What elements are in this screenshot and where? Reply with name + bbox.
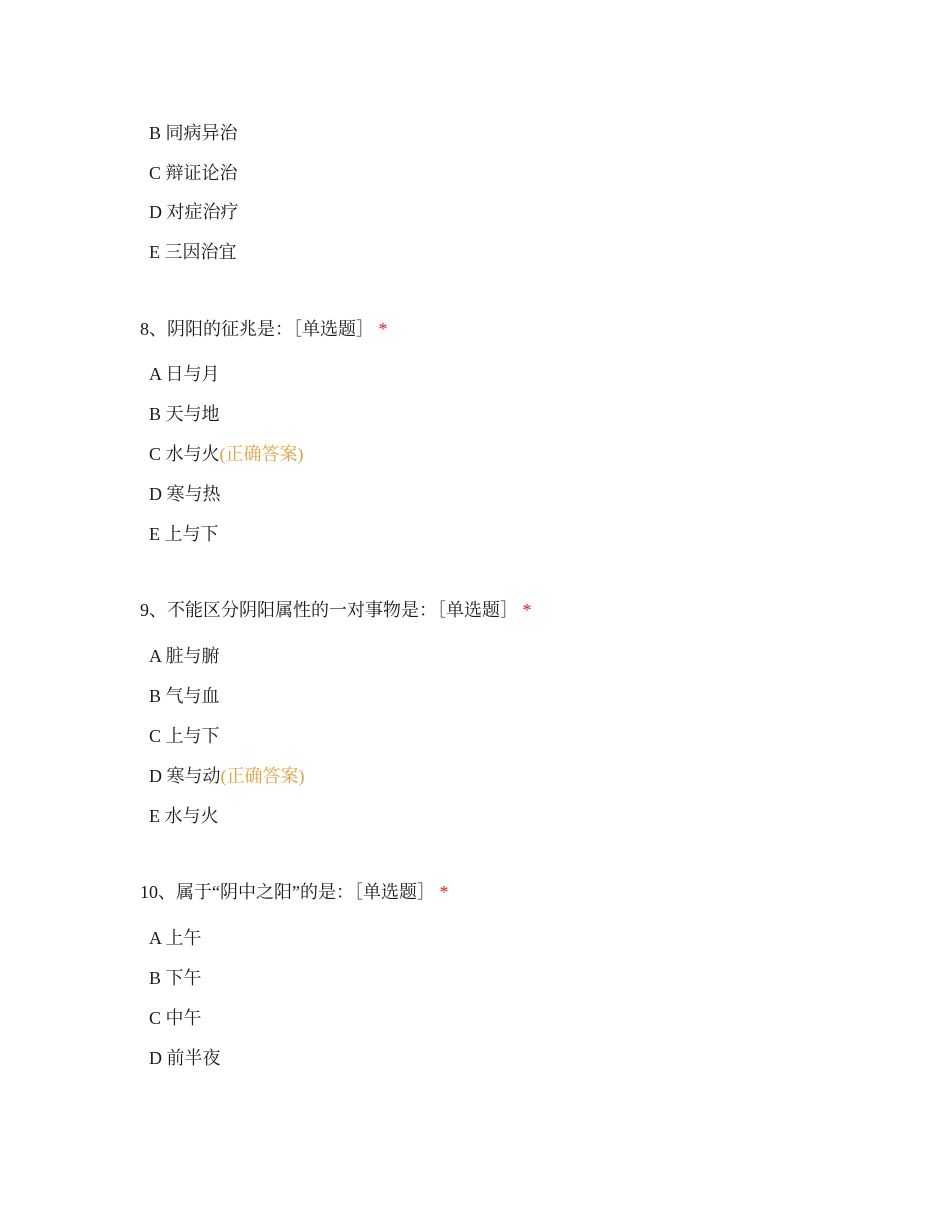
option-text: 辩证论治: [165, 163, 238, 183]
option-prev-e: [149, 240, 237, 264]
option-letter: A: [149, 364, 162, 384]
question-text: 8、阴阳的征兆是：［单选题］: [140, 319, 374, 339]
option-text: 水与火: [165, 444, 220, 464]
option-text: 三因治宜: [164, 242, 237, 262]
option-text: 寒与动: [166, 766, 221, 786]
option-q8-d: [149, 482, 221, 506]
option-letter: A: [149, 928, 162, 948]
option-q9-b: [149, 684, 220, 708]
correct-answer-label: (正确答案): [220, 766, 305, 786]
option-text: 寒与热: [166, 484, 221, 504]
option-letter: E: [149, 242, 160, 262]
option-q9-d: [149, 764, 305, 788]
question-10-title: [140, 880, 448, 904]
option-q8-e: [149, 522, 219, 546]
question-text: 10、属于“阴中之阳”的是：［单选题］: [140, 882, 435, 902]
option-letter: D: [149, 202, 162, 222]
option-text: 上与下: [164, 524, 219, 544]
option-letter: D: [149, 766, 162, 786]
question-text: 9、不能区分阴阳属性的一对事物是：［单选题］: [140, 600, 518, 620]
option-prev-c: [149, 161, 238, 185]
option-letter: B: [149, 404, 162, 424]
option-text: 对症治疗: [166, 202, 239, 222]
option-letter: C: [149, 726, 162, 746]
option-letter: C: [149, 163, 162, 183]
option-q8-b: [149, 402, 220, 426]
correct-answer-label: (正确答案): [219, 444, 304, 464]
option-q10-b: [149, 966, 202, 990]
required-mark: *: [378, 319, 388, 339]
option-text: 上与下: [165, 726, 220, 746]
option-letter: A: [149, 646, 162, 666]
option-text: 下午: [165, 968, 202, 988]
option-letter: B: [149, 123, 162, 143]
option-letter: E: [149, 524, 160, 544]
option-q10-a: [149, 926, 202, 950]
option-letter: C: [149, 1008, 162, 1028]
option-text: 同病异治: [165, 123, 238, 143]
option-letter: B: [149, 968, 162, 988]
option-text: 气与血: [165, 686, 220, 706]
option-prev-d: [149, 200, 239, 224]
option-letter: C: [149, 444, 162, 464]
option-letter: E: [149, 806, 160, 826]
option-text: 上午: [165, 928, 202, 948]
option-letter: D: [149, 484, 162, 504]
option-text: 水与火: [164, 806, 219, 826]
option-letter: D: [149, 1048, 162, 1068]
required-mark: *: [522, 600, 532, 620]
question-8-title: [140, 317, 388, 341]
option-q9-a: [149, 644, 220, 668]
option-q9-e: [149, 804, 219, 828]
option-text: 日与月: [165, 364, 220, 384]
required-mark: *: [439, 882, 449, 902]
option-letter: B: [149, 686, 162, 706]
option-q8-a: [149, 362, 220, 386]
question-9-title: [140, 598, 532, 622]
option-q10-d: [149, 1046, 221, 1070]
option-q10-c: [149, 1006, 202, 1030]
option-text: 前半夜: [166, 1048, 221, 1068]
option-text: 天与地: [165, 404, 220, 424]
option-prev-b: [149, 121, 238, 145]
option-text: 中午: [165, 1008, 202, 1028]
option-q9-c: [149, 724, 220, 748]
option-q8-c: [149, 442, 304, 466]
option-text: 脏与腑: [165, 646, 220, 666]
